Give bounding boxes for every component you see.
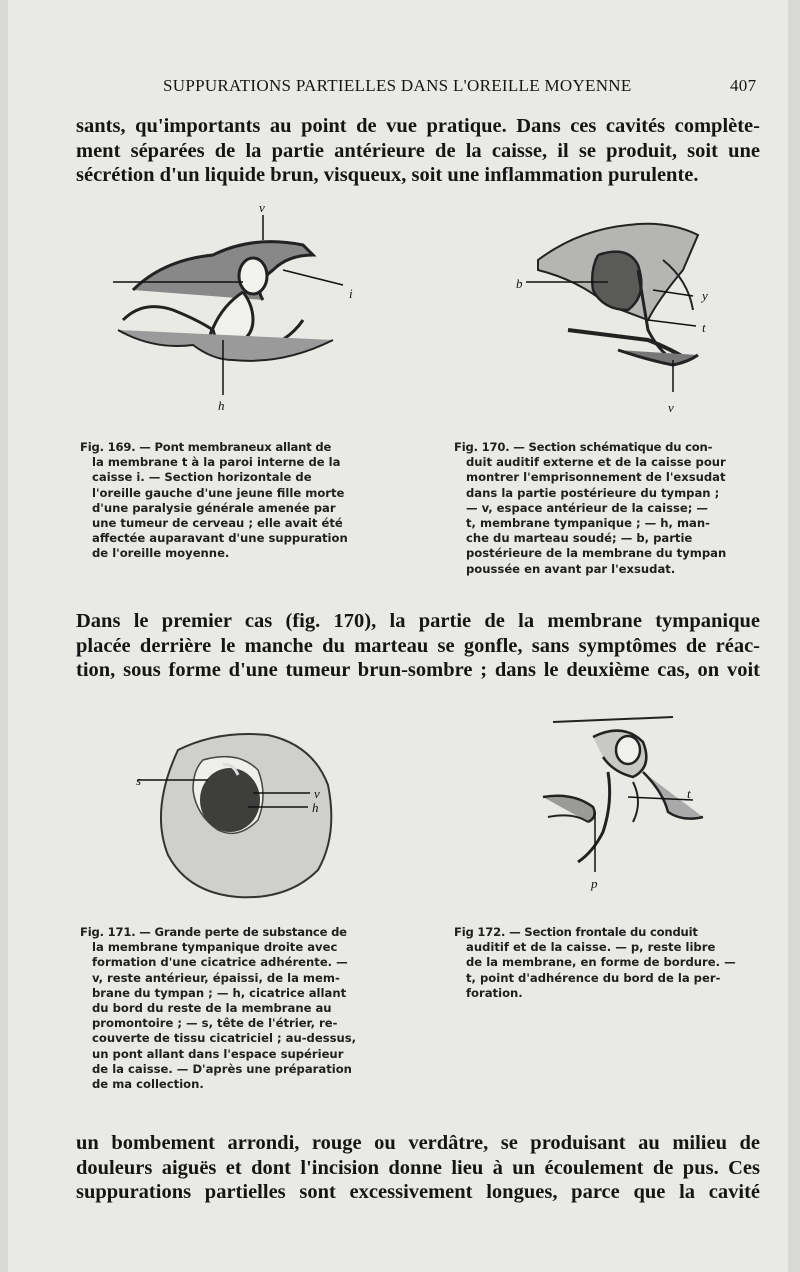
fig169-label-h: h bbox=[218, 398, 225, 413]
running-title: SUPPURATIONS PARTIELLES DANS L'OREILLE MOYENNE bbox=[163, 76, 632, 95]
figure-170-caption bbox=[454, 440, 726, 577]
caption-line: Fig. 170. — Section schématique du con- bbox=[454, 440, 713, 454]
figure-169-caption bbox=[80, 440, 348, 562]
caption-line: de la membrane, en forme de bordure. — bbox=[466, 955, 736, 970]
figure-171-illustration bbox=[138, 725, 358, 910]
paragraph-top bbox=[76, 114, 760, 188]
text-line: Dans le premier cas (fig. 170), la partie de la membrane tympanique bbox=[76, 610, 760, 632]
caption-line: la membrane tympanique droite avec bbox=[92, 940, 338, 955]
caption-line: une tumeur de cerveau ; elle avait été bbox=[92, 516, 343, 531]
caption-line: montrer l'emprisonnement de l'exsudat bbox=[466, 470, 726, 485]
caption-line: de l'oreille moyenne. bbox=[92, 546, 230, 561]
caption-line: Fig. 171. — Grande perte de substance de bbox=[80, 925, 347, 939]
caption-line: caisse i. — Section horizontale de bbox=[92, 470, 312, 485]
caption-line: poussée en avant par l'exsudat. bbox=[466, 561, 676, 576]
fig171-label-s: s bbox=[136, 773, 142, 788]
fig172-label-p: p bbox=[591, 876, 598, 891]
caption-line: duit auditif externe et de la caisse pour bbox=[466, 455, 726, 470]
caption-line: affectée auparavant d'une suppuration bbox=[92, 531, 348, 546]
caption-line: — v, espace antérieur de la caisse; — bbox=[466, 500, 709, 515]
fig169-label-v: v bbox=[259, 200, 265, 215]
fig170-label-t: t bbox=[702, 320, 706, 335]
caption-line: un pont allant dans l'espace supérieur bbox=[92, 1046, 344, 1061]
text-line: suppurations partielles sont excessivement longues, parce que la cavité bbox=[76, 1181, 760, 1203]
caption-line: de la caisse. — D'après une préparation bbox=[92, 1061, 352, 1076]
caption-line: t, membrane tympanique ; — h, man- bbox=[466, 516, 710, 531]
caption-line: brane du tympan ; — h, cicatrice allant bbox=[92, 985, 347, 1000]
text-line: tion, sous forme d'une tumeur brun-sombre ; dans le deuxième cas, on voit bbox=[76, 659, 760, 681]
caption-line: la membrane t à la paroi interne de la bbox=[92, 455, 341, 470]
text-line: placée derrière le manche du marteau se gonfle, sans symptômes de réac- bbox=[76, 634, 760, 657]
text-line: sants, qu'importants au point de vue pratique. Dans ces cavités complète- bbox=[76, 115, 760, 137]
figure-172-illustration bbox=[533, 712, 713, 897]
figure-169-illustration bbox=[103, 200, 373, 420]
caption-line: Fig. 169. — Pont membraneux allant de bbox=[80, 440, 332, 454]
caption-line: foration. bbox=[466, 985, 523, 1000]
caption-line: che du marteau soudé; — b, partie bbox=[466, 531, 693, 546]
caption-line: dans la partie postérieure du tympan ; bbox=[466, 485, 720, 500]
caption-line: formation d'une cicatrice adhérente. — bbox=[92, 955, 348, 970]
figure-170-illustration bbox=[498, 210, 738, 425]
caption-line: Fig 172. — Section frontale du conduit bbox=[454, 925, 698, 939]
book-page bbox=[8, 0, 788, 1272]
caption-line: couverte de tissu cicatriciel ; au-dessus, bbox=[92, 1031, 357, 1046]
fig171-label-v: v bbox=[314, 786, 320, 801]
fig170-label-b: b bbox=[516, 276, 523, 291]
fig170-label-y: y bbox=[702, 288, 708, 303]
fig171-label-h: h bbox=[312, 800, 319, 815]
text-line: douleurs aiguës et dont l'incision donne lieu à un écoulement de pus. Ces bbox=[76, 1156, 760, 1179]
caption-line: postérieure de la membrane du tympan bbox=[466, 546, 727, 561]
fig172-label-t: t bbox=[687, 786, 691, 801]
caption-line: t, point d'adhérence du bord de la per- bbox=[466, 970, 721, 985]
fig170-label-v: v bbox=[668, 400, 674, 415]
caption-line: l'oreille gauche d'une jeune fille morte bbox=[92, 485, 345, 500]
running-header bbox=[8, 76, 788, 102]
text-line: ment séparées de la partie antérieure de la caisse, il se produit, soit une bbox=[76, 139, 760, 162]
caption-line: d'une paralysie générale amenée par bbox=[92, 500, 336, 515]
caption-line: promontoire ; — s, tête de l'étrier, re- bbox=[92, 1016, 338, 1031]
caption-line: du bord du reste de la membrane au bbox=[92, 1001, 332, 1016]
paragraph-bottom bbox=[76, 1131, 760, 1205]
page-number: 407 bbox=[730, 76, 757, 95]
caption-line: de ma collection. bbox=[92, 1077, 204, 1092]
figure-171-caption bbox=[80, 925, 356, 1092]
paragraph-middle bbox=[76, 609, 760, 683]
caption-line: v, reste antérieur, épaissi, de la mem- bbox=[92, 970, 340, 985]
fig169-label-i: i bbox=[349, 286, 353, 301]
text-line: un bombement arrondi, rouge ou verdâtre, se produisant au milieu de bbox=[76, 1132, 760, 1154]
text-line: sécrétion d'un liquide brun, visqueux, soit une inflammation purulente. bbox=[76, 164, 699, 186]
figure-172-caption bbox=[454, 925, 736, 1001]
caption-line: auditif et de la caisse. — p, reste libre bbox=[466, 940, 716, 955]
